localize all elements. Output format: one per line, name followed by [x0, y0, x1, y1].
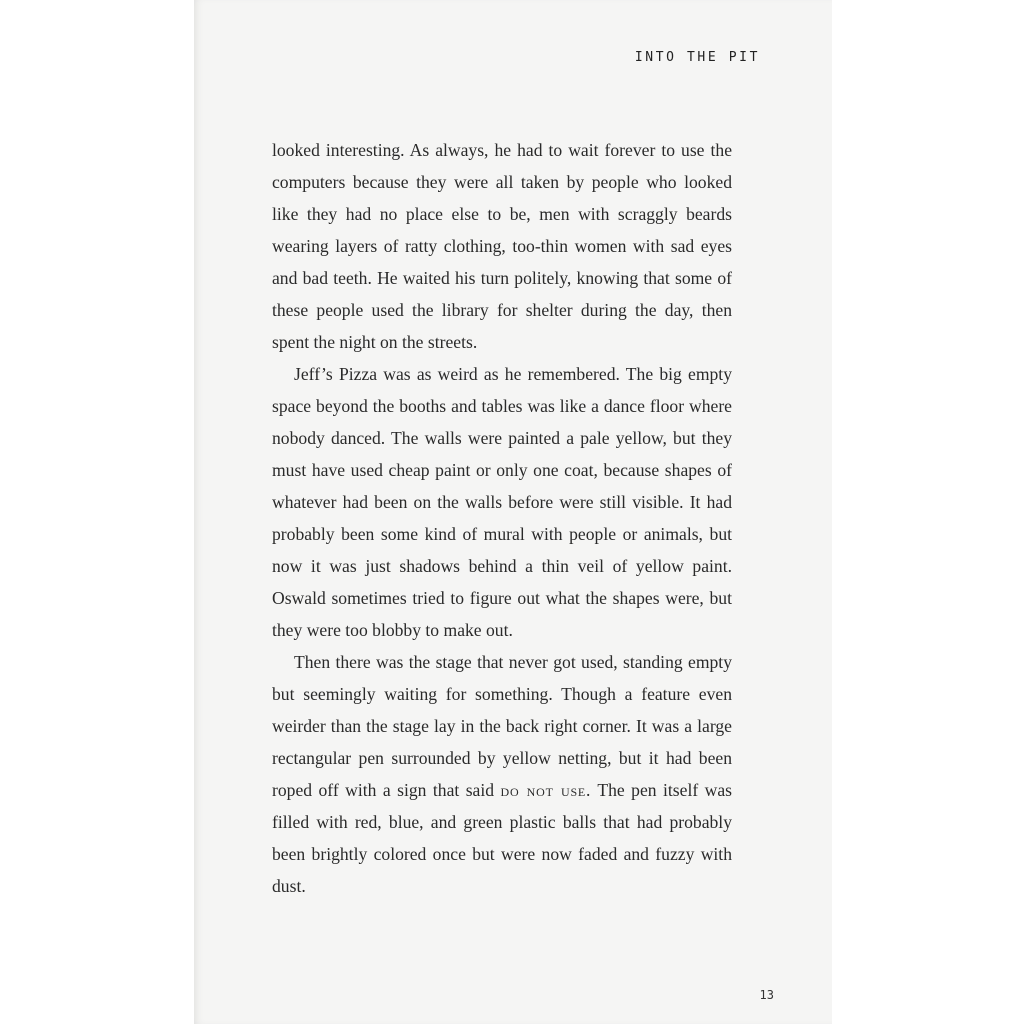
- running-head: INTO THE PIT: [634, 50, 760, 65]
- page-number: 13: [759, 988, 774, 1002]
- paragraph-2: Jeff’s Pizza was as weird as he remembered. The big empty space beyond the booths and tables was like a dance floor where nobody danced. The walls were painted a pale yellow, but they must have used cheap paint or only one coat, because shapes of whatever had been on the walls before were still visible. It had probably been some kind of mural with people or animals, but now it was just shadows behind a thin veil of yellow paint. Oswald sometimes tried to figure out what the shapes were, but they were too blobby to make out.: [272, 364, 732, 640]
- paragraph-3: [272, 646, 732, 902]
- paragraph-3-before: Then there was the stage that never got used, standing empty but seemingly waiting for something. Though a feature even weirder than the stage lay in the back right corner. It was a large rectangular pen surrounded by yellow netting, but it had been roped off with a sign that said: [272, 652, 732, 800]
- sign-text: do not use.: [500, 780, 592, 800]
- book-page: [194, 0, 832, 1024]
- paragraph-3-after: The pen itself was filled with red, blue, and green plastic balls that had probably been brightly colored once but were now faded and fuzzy with dust.: [272, 780, 732, 896]
- paragraph-1: looked interesting. As always, he had to wait forever to use the computers because they were all taken by people who looked like they had no place else to be, men with scraggly beards wearing layers of ratty clothing, too-thin women with sad eyes and bad teeth. He waited his turn politely, knowing that some of these people used the library for shelter during the day, then spent the night on the streets.: [272, 140, 732, 352]
- body-text: [272, 134, 732, 902]
